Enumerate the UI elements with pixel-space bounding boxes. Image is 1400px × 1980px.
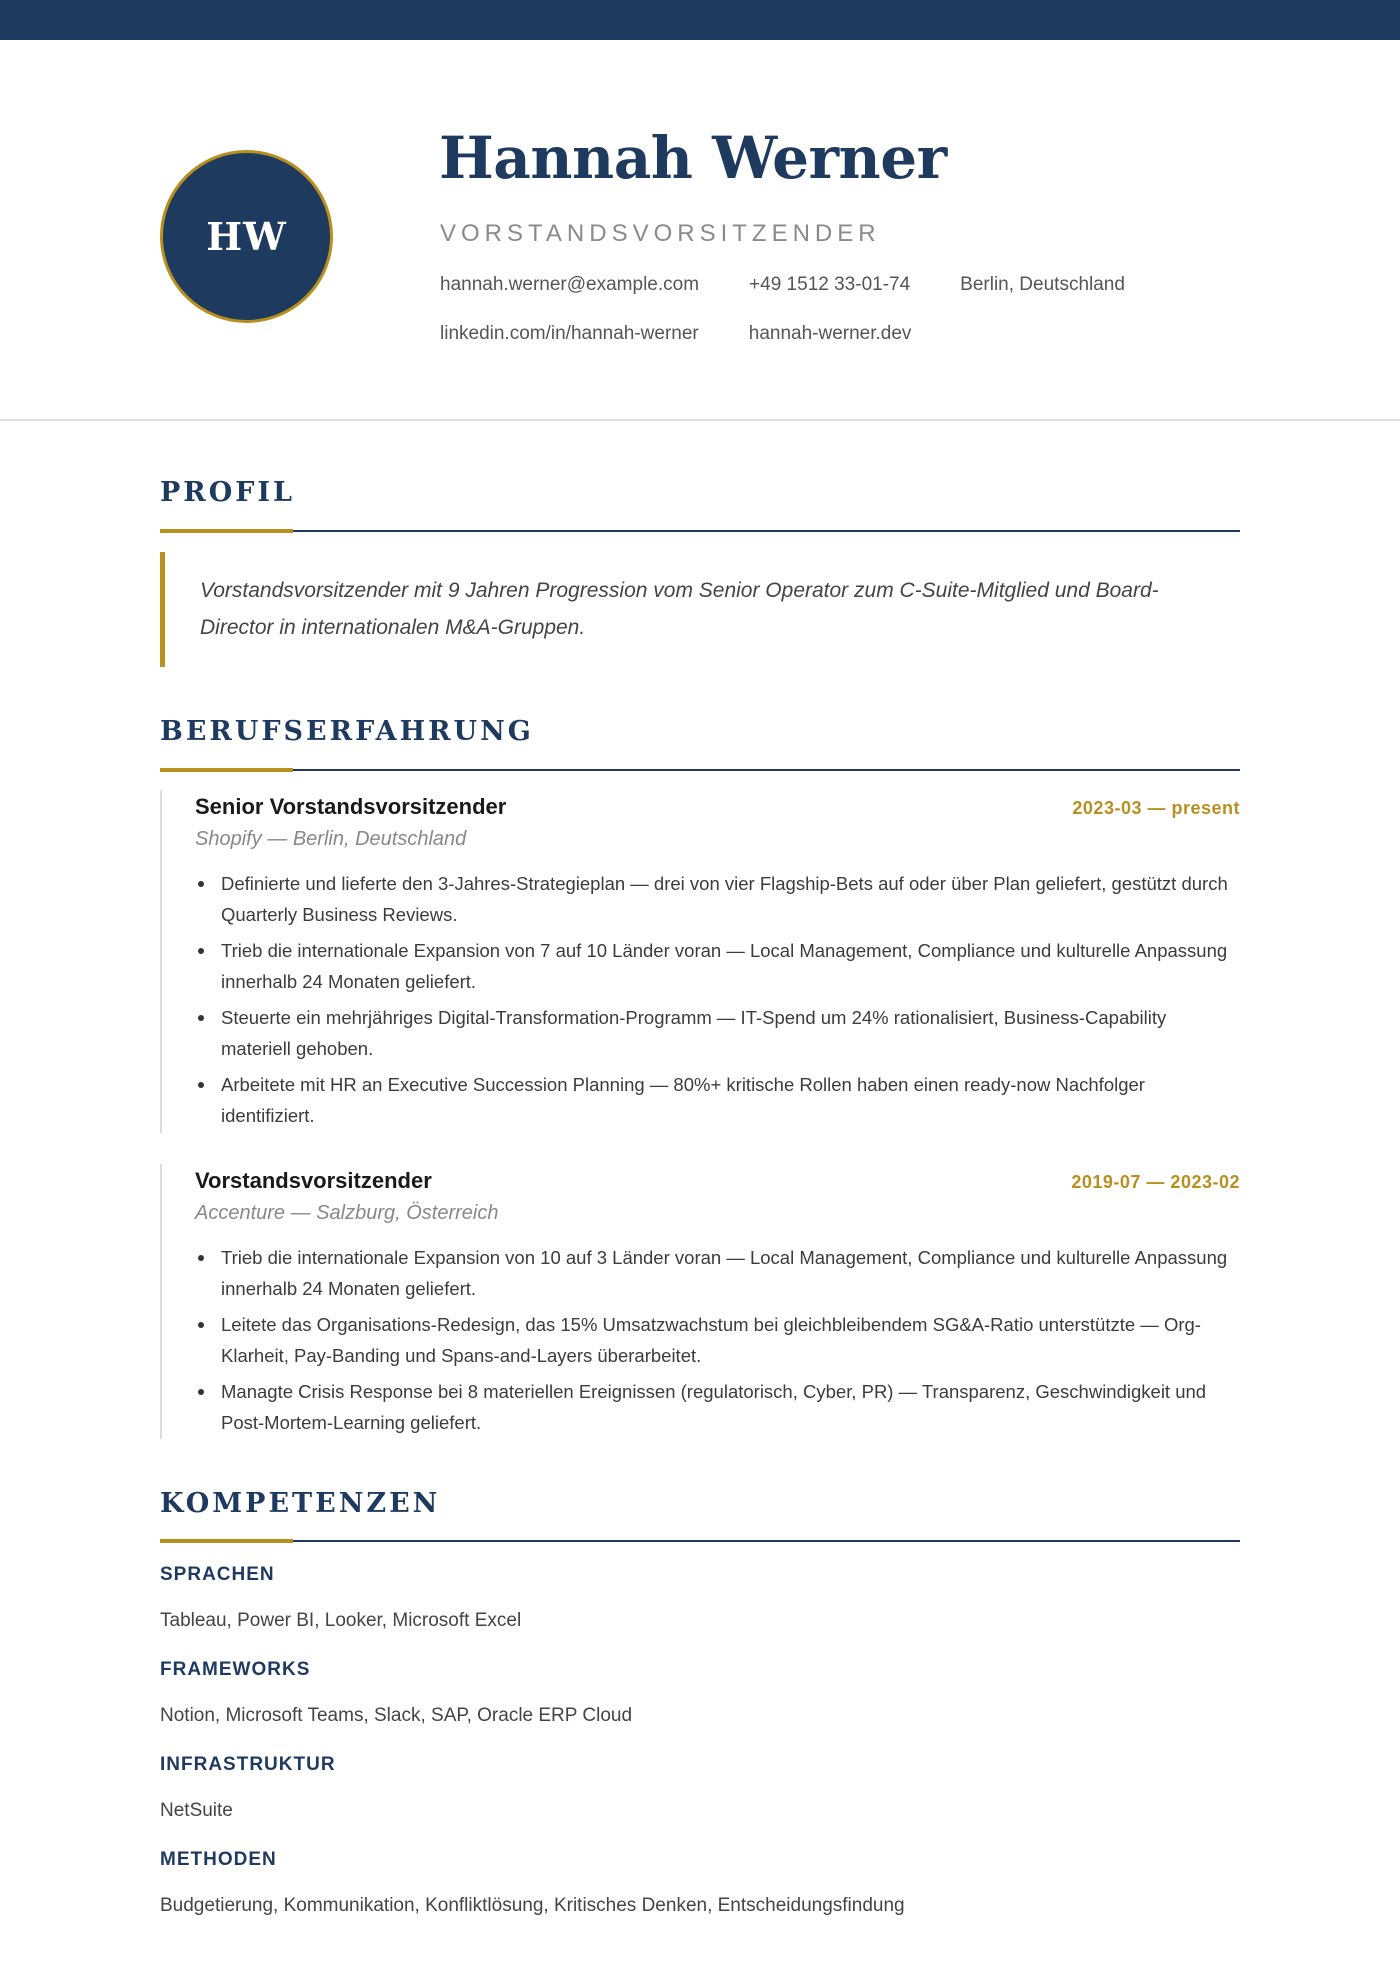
- avatar: [160, 150, 333, 323]
- section-rule-accent: [160, 1539, 293, 1543]
- section-rule-experience: [160, 769, 1240, 771]
- job-bullet: Trieb die internationale Expansion von 7 auf 10 Länder voran — Local Management, Compliance und kulturelle Anpassung innerhalb 24 Monaten geliefert.: [195, 935, 1240, 997]
- contact-linkedin[interactable]: linkedin.com/in/hannah-werner: [440, 323, 699, 344]
- profile-summary: [160, 552, 1240, 667]
- skill-group-value: Budgetierung, Kommunikation, Konfliktlösung, Kritisches Denken, Entscheidungsfindung: [160, 1895, 905, 1916]
- contact-row-secondary: [440, 323, 961, 345]
- contact-website[interactable]: hannah-werner.dev: [748, 323, 912, 344]
- section-title-experience: BERUFSERFAHRUNG: [160, 716, 534, 747]
- avatar-initials: HW: [206, 214, 287, 259]
- job-entry: [160, 1164, 1240, 1439]
- job-entry-bullets: [195, 868, 1240, 1136]
- contact-email[interactable]: hannah.werner@example.com: [440, 274, 700, 295]
- section-rule-skills: [160, 1540, 1240, 1542]
- candidate-name: Hannah Werner: [439, 124, 947, 192]
- job-bullet: Trieb die internationale Expansion von 10 auf 3 Länder voran — Local Management, Compliance und kulturelle Anpassung innerhalb 24 Monaten geliefert.: [195, 1242, 1240, 1304]
- section-rule-accent: [160, 768, 293, 772]
- job-bullet: Managte Crisis Response bei 8 materiellen Ereignissen (regulatorisch, Cyber, PR) — Transparenz, Geschwindigkeit und Post-Mortem-Learning geliefert.: [195, 1376, 1240, 1438]
- job-entry-company: Accenture — Salzburg, Österreich: [195, 1202, 499, 1224]
- skill-group-value: NetSuite: [160, 1800, 233, 1821]
- job-entry: [160, 790, 1240, 1133]
- job-bullet: Steuerte ein mehrjähriges Digital-Transformation-Programm — IT-Spend um 24% rationalisiert, Business-Capability materiell gehoben.: [195, 1002, 1240, 1064]
- skill-group-label: INFRASTRUKTUR: [160, 1754, 336, 1775]
- skill-group-label: METHODEN: [160, 1849, 277, 1870]
- profile-text: Vorstandsvorsitzender mit 9 Jahren Progression vom Senior Operator zum C-Suite-Mitglied und Board-Director in internationalen M&A-Gruppen.: [200, 579, 1159, 639]
- skill-group-label: SPRACHEN: [160, 1564, 275, 1585]
- job-entry-company: Shopify — Berlin, Deutschland: [195, 828, 467, 850]
- skill-group-label: FRAMEWORKS: [160, 1659, 311, 1680]
- job-entry-dates: 2019-07 — 2023-02: [1071, 1172, 1240, 1192]
- job-title-heading: VORSTANDSVORSITZENDER: [440, 220, 881, 247]
- job-bullet: Arbeitete mit HR an Executive Succession Planning — 80%+ kritische Rollen haben einen ready-now Nachfolger identifiziert.: [195, 1069, 1240, 1131]
- section-rule-accent: [160, 529, 293, 533]
- resume-header: [0, 40, 1400, 420]
- contact-phone[interactable]: +49 1512 33-01-74: [749, 274, 911, 295]
- job-entry-title: Senior Vorstandsvorsitzender: [195, 794, 507, 819]
- contact-location: Berlin, Deutschland: [960, 274, 1125, 295]
- skill-group-value: Notion, Microsoft Teams, Slack, SAP, Oracle ERP Cloud: [160, 1705, 633, 1726]
- job-entry-bullets: [195, 1242, 1240, 1443]
- section-rule-profile: [160, 530, 1240, 532]
- job-entry-title: Vorstandsvorsitzender: [195, 1168, 432, 1193]
- contact-row-primary: [440, 274, 1175, 296]
- header-divider: [0, 419, 1400, 421]
- job-bullet: Leitete das Organisations-Redesign, das 15% Umsatzwachstum bei gleichbleibendem SG&A-Ratio unterstützte — Org-Klarheit, Pay-Banding und Spans-and-Layers überarbeitet.: [195, 1309, 1240, 1371]
- section-title-profile: PROFIL: [160, 477, 296, 508]
- top-accent-bar: [0, 0, 1400, 40]
- job-bullet: Definierte und lieferte den 3-Jahres-Strategieplan — drei von vier Flagship-Bets auf oder über Plan geliefert, gestützt durch Quarterly Business Reviews.: [195, 868, 1240, 930]
- skill-group-value: Tableau, Power BI, Looker, Microsoft Excel: [160, 1610, 522, 1631]
- section-title-skills: KOMPETENZEN: [160, 1488, 441, 1519]
- job-entry-dates: 2023-03 — present: [1072, 798, 1240, 818]
